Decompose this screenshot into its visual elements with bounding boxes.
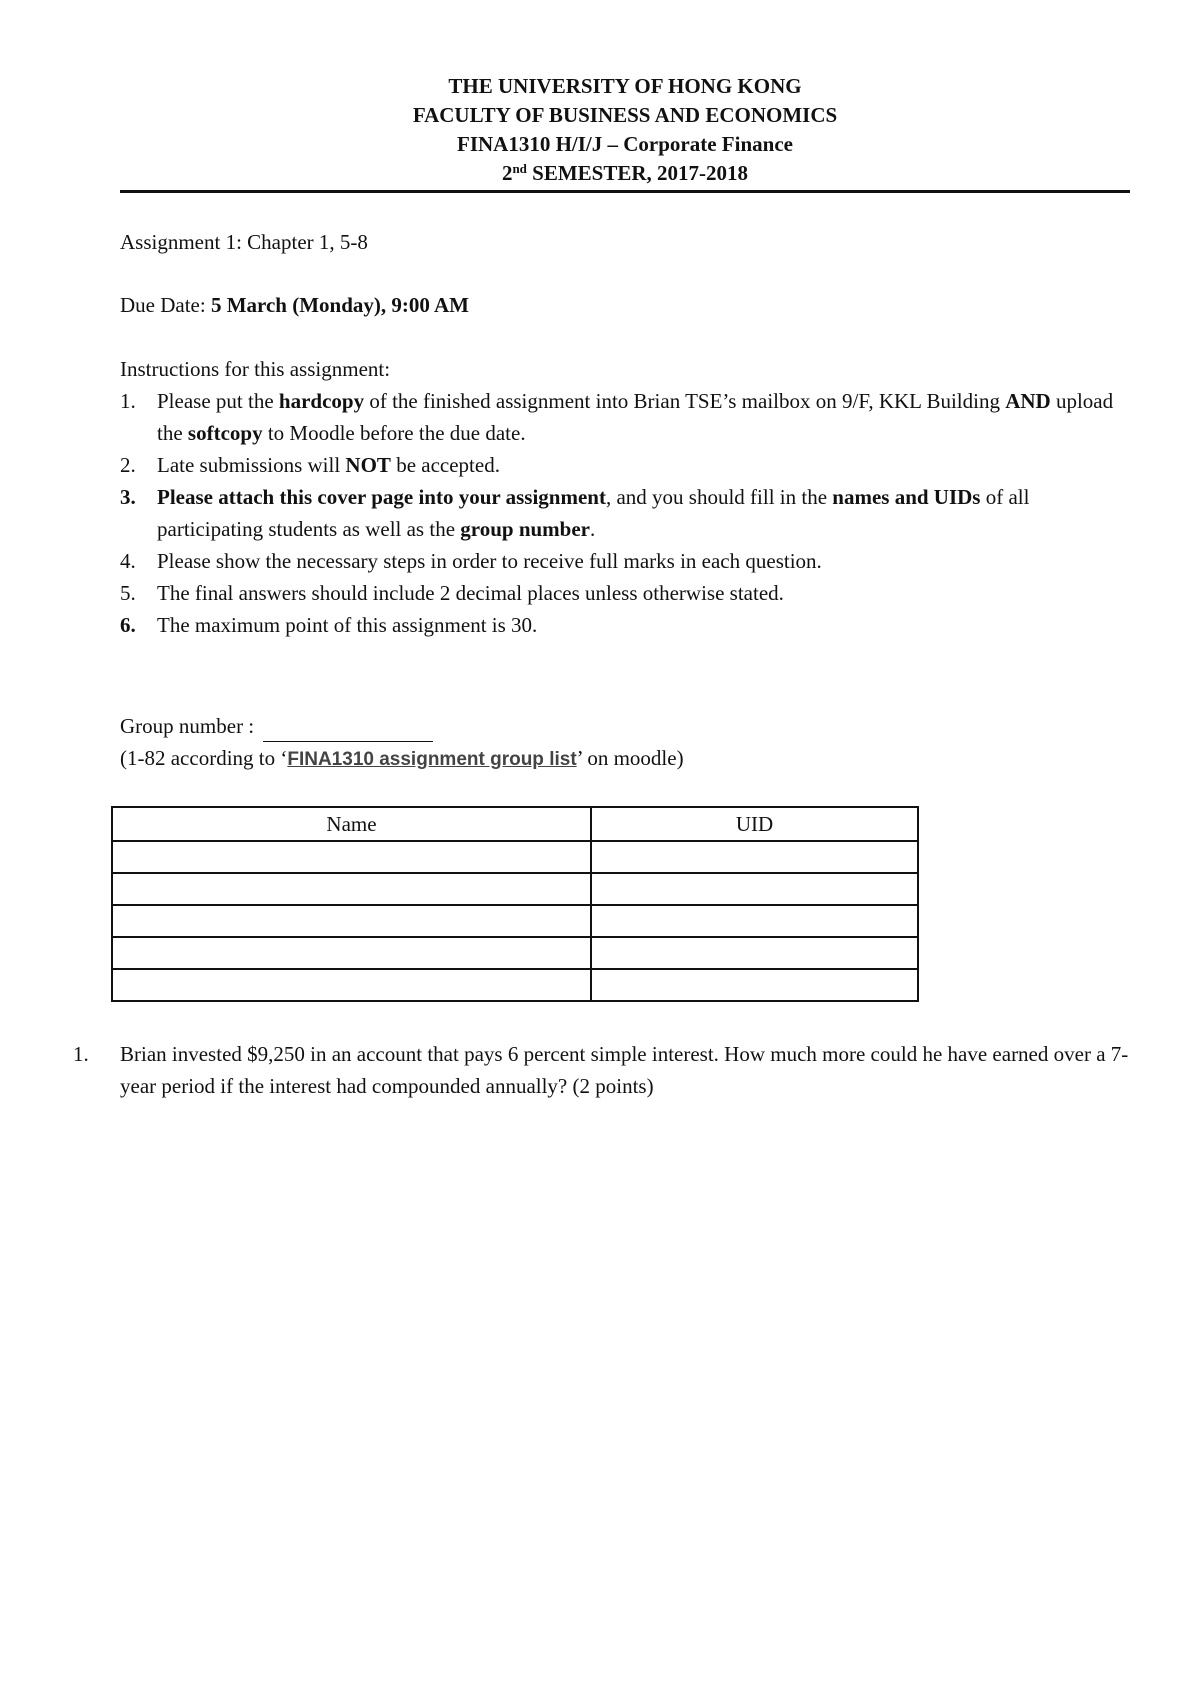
faculty-name: FACULTY OF BUSINESS AND ECONOMICS	[412, 103, 838, 127]
instruction-item	[120, 449, 1130, 481]
question-text: Brian invested $9,250 in an account that pays 6 percent simple interest. How much more could he have earned over a 7-year period if the interest had compounded annually? (2 points)	[120, 1042, 1129, 1098]
instruction-emphasis: names and UIDs	[832, 485, 981, 509]
table-row	[112, 969, 918, 1001]
uid-cell[interactable]	[591, 969, 918, 1001]
uid-cell[interactable]	[591, 841, 918, 873]
instruction-text: Late submissions will	[157, 453, 346, 477]
instruction-item	[120, 385, 1130, 449]
question-1	[73, 1038, 1130, 1102]
instructions-heading: Instructions for this assignment:	[120, 357, 391, 381]
name-cell[interactable]	[112, 873, 591, 905]
question-number: 1.	[73, 1042, 89, 1066]
instruction-text: Please show the necessary steps in order to receive full marks in each question.	[157, 549, 822, 573]
instruction-text: The final answers should include 2 decimal places unless otherwise stated.	[157, 581, 784, 605]
due-date	[120, 289, 1130, 321]
instructions-section	[120, 353, 1130, 641]
instruction-number: 6.	[120, 613, 136, 637]
instruction-text: be accepted.	[390, 453, 500, 477]
group-number-line	[120, 710, 1130, 742]
table-row	[112, 873, 918, 905]
due-date-label: Due Date:	[120, 293, 211, 317]
group-number-label: Group number :	[120, 714, 260, 738]
assignment-title: Assignment 1: Chapter 1, 5-8	[120, 230, 368, 254]
header-divider	[120, 190, 1130, 193]
name-column-header: Name	[112, 807, 591, 841]
instruction-text: .	[590, 517, 596, 541]
due-date-value: 5 March (Monday), 9:00 AM	[210, 293, 469, 317]
semester-line	[120, 159, 1130, 188]
instruction-emphasis: AND	[1005, 389, 1051, 413]
group-list-link[interactable]: FINA1310 assignment group list	[287, 749, 577, 770]
instruction-emphasis: hardcopy	[278, 389, 365, 413]
instruction-number: 3.	[120, 485, 136, 509]
instruction-text: Please put the	[157, 389, 279, 413]
name-cell[interactable]	[112, 841, 591, 873]
instruction-number: 5.	[120, 581, 136, 605]
instruction-item	[120, 609, 1130, 641]
table-row	[112, 841, 918, 873]
instruction-emphasis: Please attach this cover page into your assignment	[157, 485, 606, 509]
table-header-row	[112, 807, 918, 841]
group-number-note	[120, 742, 1130, 776]
semester-number: 2	[501, 161, 513, 185]
instruction-emphasis: softcopy	[187, 421, 263, 445]
instruction-text: of all participating students as well as the	[157, 485, 1030, 541]
instruction-number: 2.	[120, 453, 136, 477]
instruction-item	[120, 577, 1130, 609]
instruction-item	[120, 481, 1130, 545]
group-note-prefix: (1-82 according to ‘	[120, 746, 288, 770]
instruction-emphasis: NOT	[345, 453, 391, 477]
instruction-text: , and you should fill in the	[605, 485, 833, 509]
uid-cell[interactable]	[591, 873, 918, 905]
uid-cell[interactable]	[591, 937, 918, 969]
instruction-number: 1.	[120, 389, 136, 413]
name-cell[interactable]	[112, 969, 591, 1001]
instruction-text: to Moodle before the due date.	[262, 421, 526, 445]
document-header	[120, 72, 1130, 188]
student-roster-table	[111, 806, 919, 1002]
instruction-item	[120, 545, 1130, 577]
group-note-suffix: ’ on moodle)	[576, 746, 684, 770]
semester-text: SEMESTER, 2017-2018	[526, 161, 749, 185]
uid-cell[interactable]	[591, 905, 918, 937]
group-number-blank[interactable]	[263, 719, 433, 742]
table-row	[112, 905, 918, 937]
university-name: THE UNIVERSITY OF HONG KONG	[448, 74, 802, 98]
name-cell[interactable]	[112, 905, 591, 937]
name-cell[interactable]	[112, 937, 591, 969]
instruction-emphasis: group number	[460, 517, 590, 541]
instruction-text: upload the	[157, 389, 1114, 445]
instruction-text: The maximum point of this assignment is 30.	[157, 613, 538, 637]
uid-column-header: UID	[591, 807, 918, 841]
instruction-number: 4.	[120, 549, 136, 573]
semester-suffix: nd	[512, 161, 527, 176]
instruction-text: of the finished assignment into Brian TSE’s mailbox on 9/F, KKL Building	[364, 389, 1006, 413]
course-title: FINA1310 H/I/J – Corporate Finance	[457, 132, 793, 156]
instructions-list	[120, 385, 1130, 641]
table-row	[112, 937, 918, 969]
